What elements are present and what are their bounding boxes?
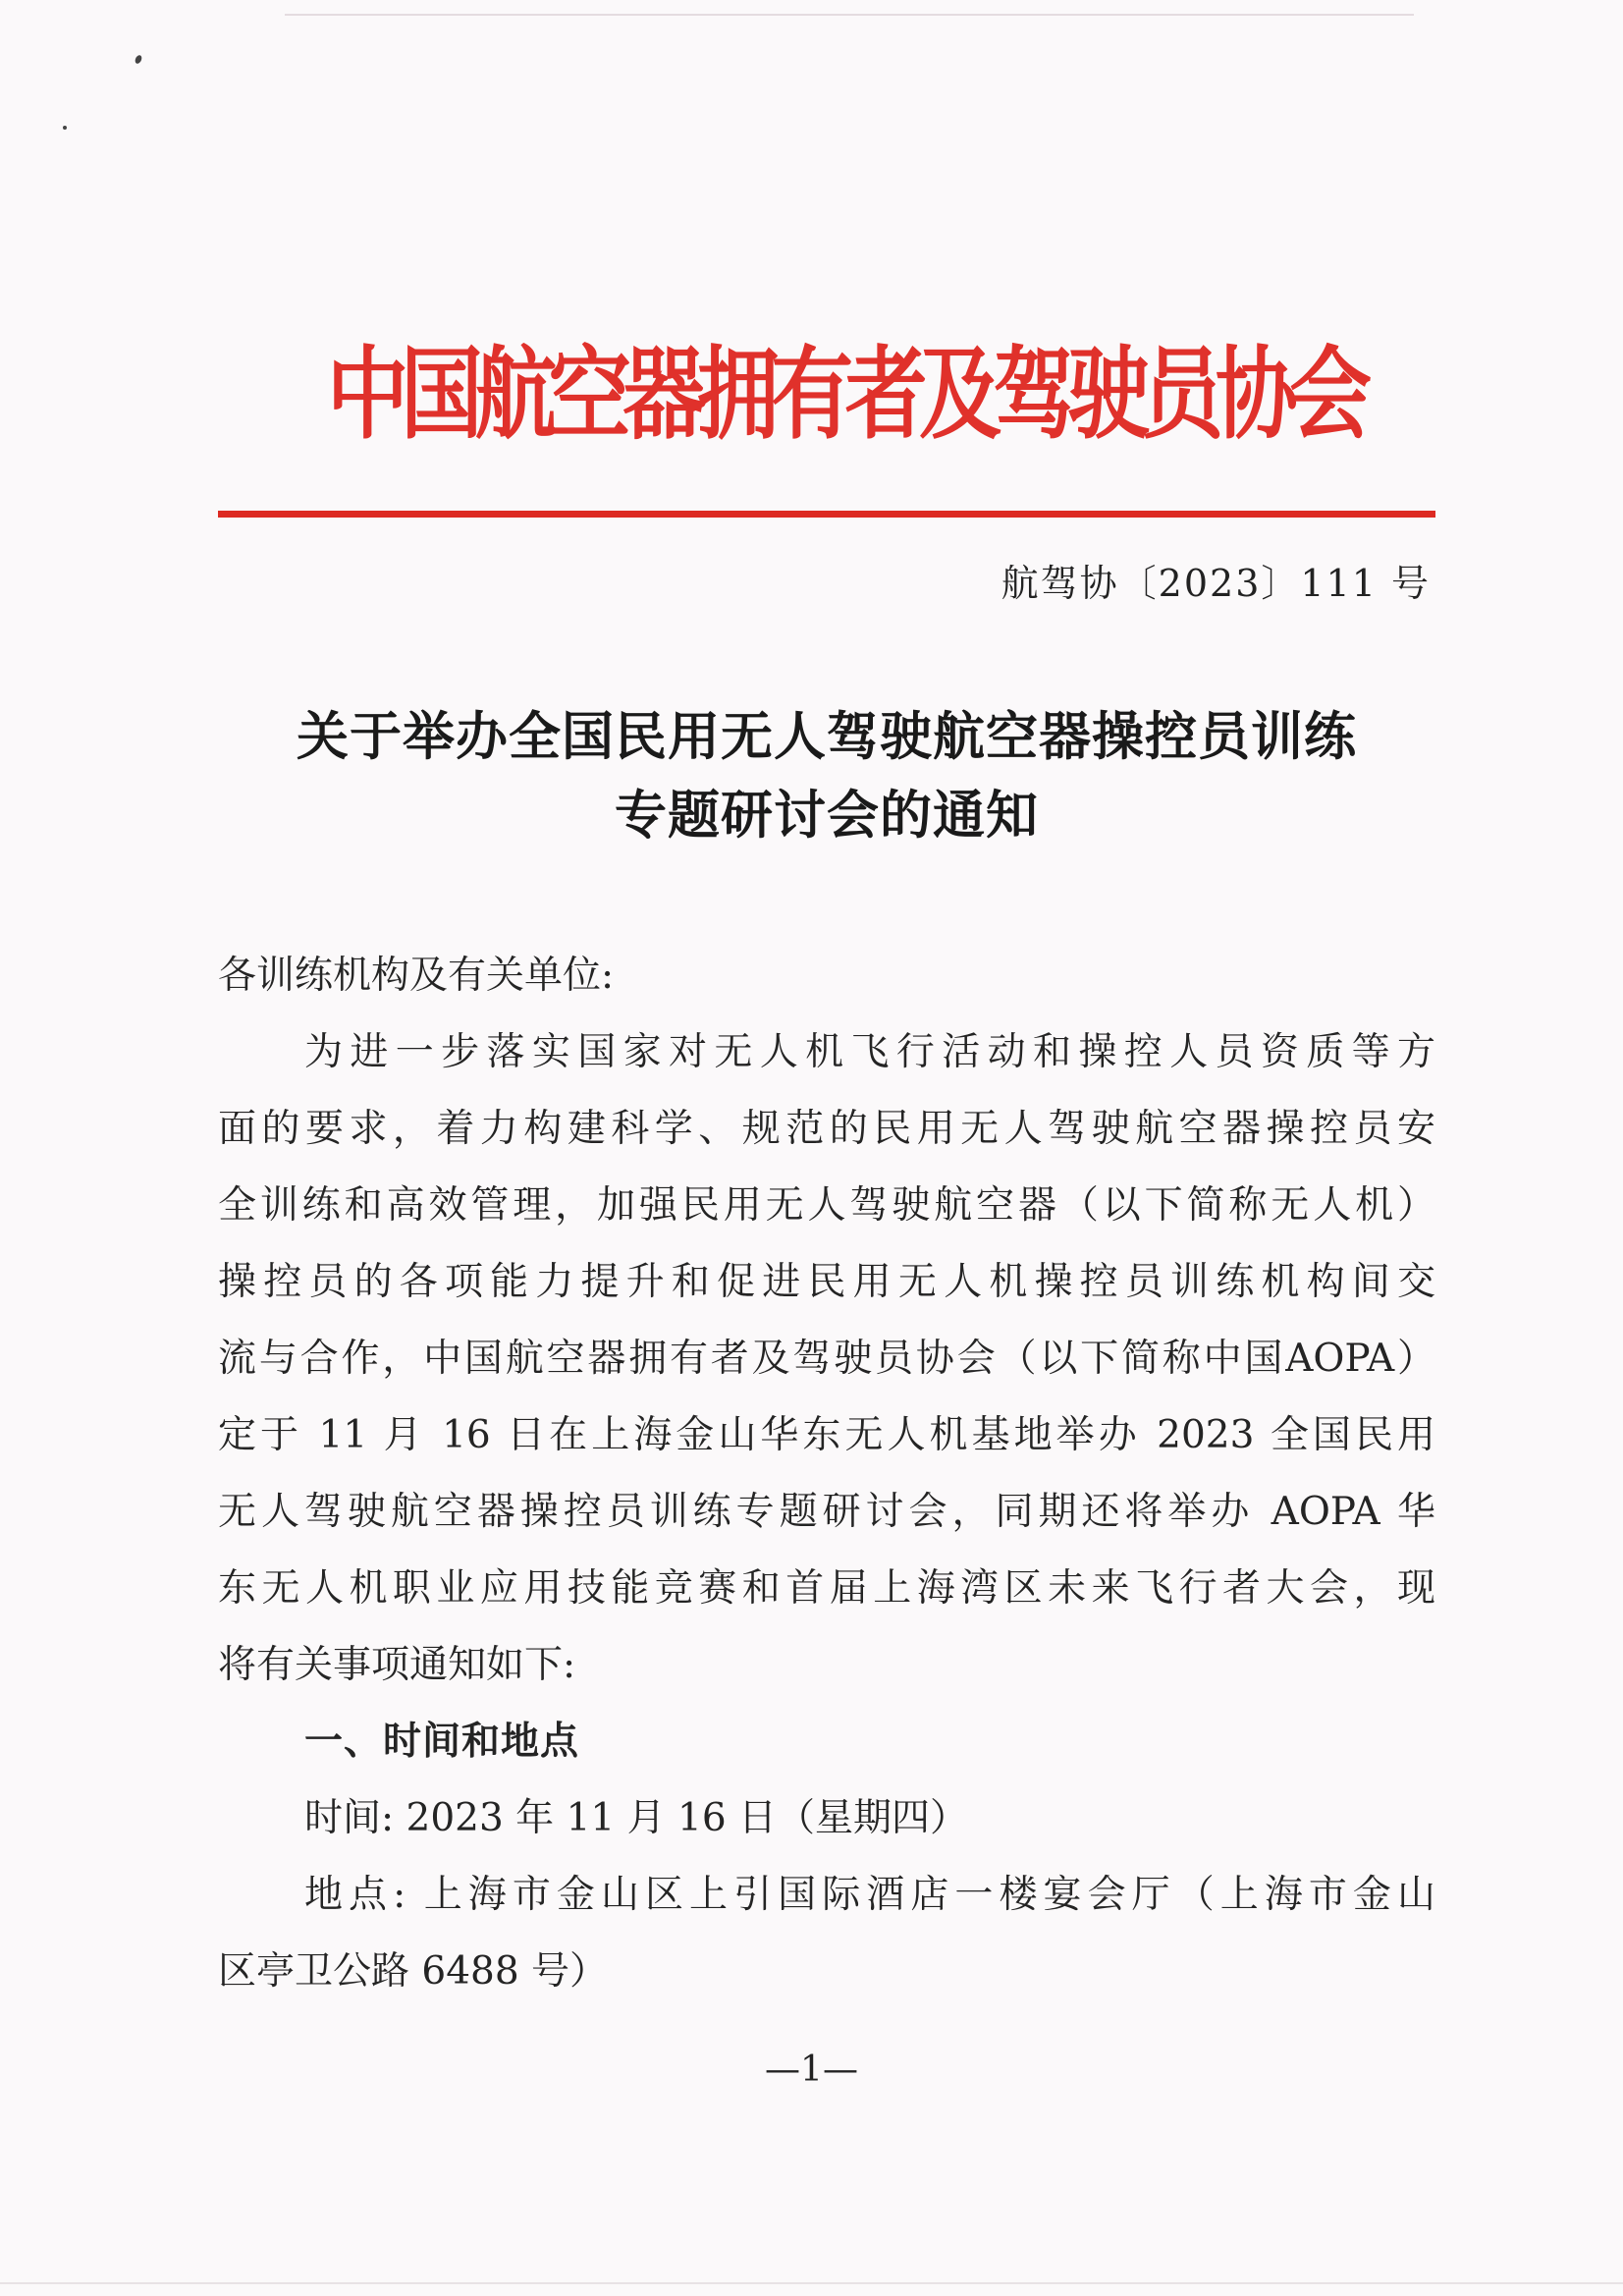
page-number: —1— [765, 2050, 858, 2090]
title-line: 专题研讨会的通知 [615, 785, 1039, 846]
location-line: 地点: 上海市金山区上引国际酒店一楼宴会厅（上海市金山 [304, 1873, 1435, 1917]
paragraph-line: 将有关事项通知如下: [218, 1643, 576, 1687]
paragraph-line: 定于 11 月 16 日在上海金山华东无人机基地举办 2023 全国民用 [218, 1413, 1435, 1457]
scan-speck [63, 126, 67, 130]
red-header-rule [218, 511, 1435, 518]
scan-bottom-edge [0, 2282, 1623, 2290]
paragraph-line: 流与合作，中国航空器拥有者及驾驶员协会（以下简称中国AOPA） [218, 1337, 1435, 1381]
document-number: 航驾协〔2023〕111 号 [1001, 562, 1431, 605]
paragraph-line: 东无人机职业应用技能竞赛和首届上海湾区未来飞行者大会，现 [218, 1566, 1435, 1611]
paragraph-line: 面的要求，着力构建科学、规范的民用无人驾驶航空器操控员安 [218, 1107, 1435, 1151]
document-title [218, 697, 1435, 854]
location-line: 区亭卫公路 6488 号） [218, 1949, 609, 1994]
scan-top-edge [285, 14, 1414, 24]
salutation: 各训练机构及有关单位: [218, 954, 615, 998]
scan-speck [134, 54, 142, 65]
paragraph-line: 全训练和高效管理，加强民用无人驾驶航空器（以下简称无人机） [218, 1183, 1435, 1228]
organization-header: 中国航空器拥有者及驾驶员协会 [326, 337, 1364, 454]
document-body [218, 938, 1435, 2010]
paragraph-line: 无人驾驶航空器操控员训练专题研讨会，同期还将举办 AOPA 华 [218, 1490, 1435, 1534]
title-line: 关于举办全国民用无人驾驶航空器操控员训练 [297, 706, 1357, 767]
paragraph-line: 为进一步落实国家对无人机飞行活动和操控人员资质等方 [304, 1030, 1435, 1074]
time-line: 时间: 2023 年 11 月 16 日（星期四） [304, 1796, 969, 1840]
paragraph-line: 操控员的各项能力提升和促进民用无人机操控员训练机构间交 [218, 1260, 1435, 1304]
section-heading: 一、时间和地点 [304, 1720, 580, 1764]
